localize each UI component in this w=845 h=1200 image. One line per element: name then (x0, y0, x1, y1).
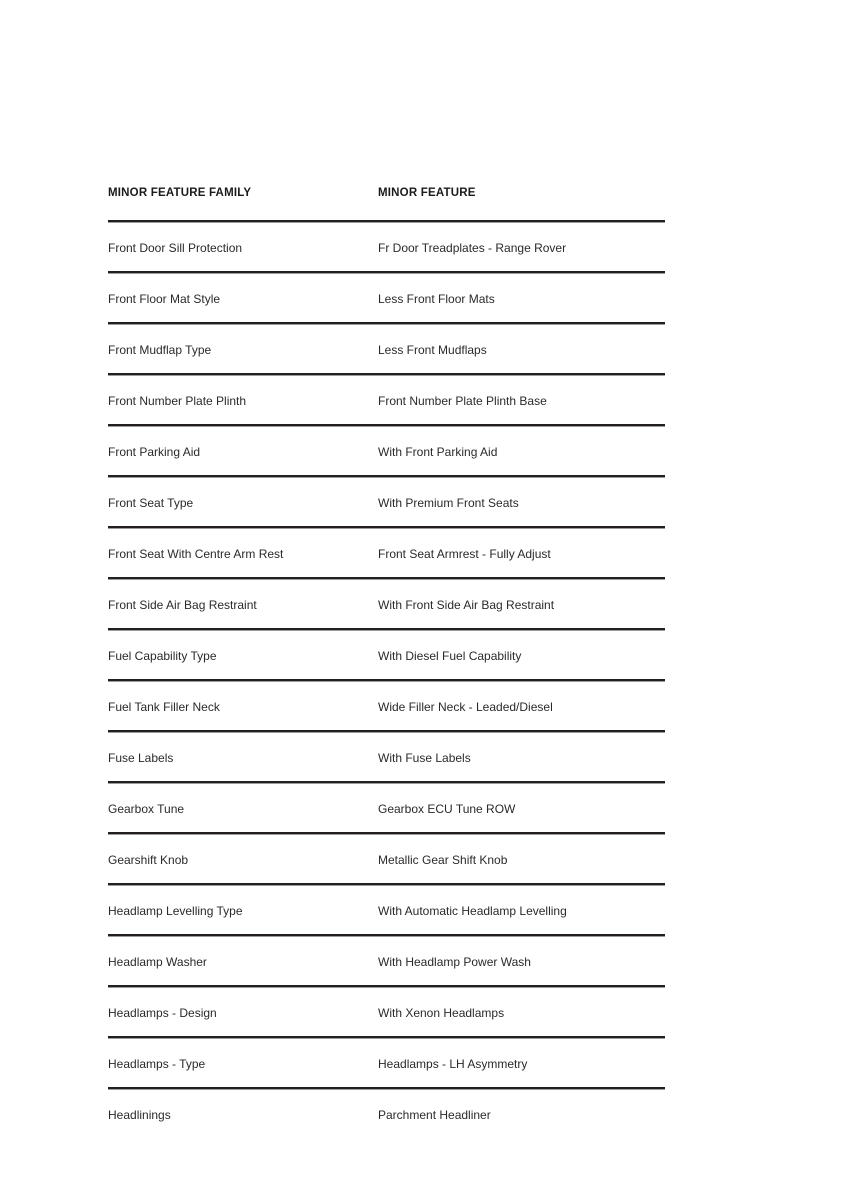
table-row (108, 377, 665, 424)
cell-minor-feature-family: Front Parking Aid (108, 445, 201, 459)
table-row (108, 887, 665, 934)
cell-minor-feature-family: Front Floor Mat Style (108, 292, 221, 306)
cell-minor-feature-family: Headlamps - Design (108, 1006, 217, 1020)
table-row (108, 530, 665, 577)
row-separator (108, 730, 665, 734)
cell-minor-feature-family: Front Mudflap Type (108, 343, 212, 357)
row-separator (108, 883, 665, 887)
cell-minor-feature-family: Front Seat Type (108, 496, 194, 510)
table-row (108, 581, 665, 628)
table-row (108, 632, 665, 679)
cell-minor-feature: With Premium Front Seats (378, 496, 519, 510)
row-separator (108, 271, 665, 275)
cell-minor-feature-family: Headlamps - Type (108, 1057, 206, 1071)
cell-minor-feature: With Front Parking Aid (378, 445, 498, 459)
table-row (108, 1040, 665, 1087)
row-separator (108, 577, 665, 581)
table-row (108, 938, 665, 985)
row-separator (108, 1087, 665, 1091)
cell-minor-feature: Less Front Mudflaps (378, 343, 487, 357)
table-row (108, 479, 665, 526)
column-header-minor-feature: MINOR FEATURE (378, 187, 476, 199)
cell-minor-feature: Fr Door Treadplates - Range Rover (378, 241, 567, 255)
row-separator (108, 526, 665, 530)
row-separator (108, 832, 665, 836)
table-row (108, 836, 665, 883)
table-row (108, 428, 665, 475)
cell-minor-feature-family: Gearshift Knob (108, 853, 189, 867)
cell-minor-feature-family: Headlinings (108, 1108, 171, 1122)
cell-minor-feature: Wide Filler Neck - Leaded/Diesel (378, 700, 553, 714)
table-row (108, 785, 665, 832)
cell-minor-feature: Headlamps - LH Asymmetry (378, 1057, 528, 1071)
cell-minor-feature: Parchment Headliner (378, 1108, 491, 1122)
cell-minor-feature: Less Front Floor Mats (378, 292, 495, 306)
cell-minor-feature: With Diesel Fuel Capability (378, 649, 522, 663)
cell-minor-feature-family: Gearbox Tune (108, 802, 185, 816)
row-separator (108, 373, 665, 377)
cell-minor-feature: Front Number Plate Plinth Base (378, 394, 547, 408)
cell-minor-feature: With Fuse Labels (378, 751, 471, 765)
row-separator (108, 781, 665, 785)
minor-feature-table (108, 186, 665, 1138)
cell-minor-feature-family: Front Door Sill Protection (108, 241, 243, 255)
table-body (108, 220, 665, 1138)
row-separator (108, 1036, 665, 1040)
row-separator (108, 475, 665, 479)
table-row (108, 326, 665, 373)
cell-minor-feature: With Xenon Headlamps (378, 1006, 505, 1020)
cell-minor-feature: Front Seat Armrest - Fully Adjust (378, 547, 551, 561)
cell-minor-feature-family: Fuse Labels (108, 751, 174, 765)
row-separator (108, 424, 665, 428)
cell-minor-feature: Gearbox ECU Tune ROW (378, 802, 516, 816)
table-row (108, 224, 665, 271)
table-row (108, 683, 665, 730)
cell-minor-feature: With Front Side Air Bag Restraint (378, 598, 555, 612)
row-separator (108, 679, 665, 683)
cell-minor-feature-family: Front Side Air Bag Restraint (108, 598, 257, 612)
cell-minor-feature-family: Fuel Capability Type (108, 649, 217, 663)
row-separator (108, 985, 665, 989)
row-separator (108, 322, 665, 326)
cell-minor-feature-family: Headlamp Washer (108, 955, 207, 969)
row-separator (108, 934, 665, 938)
column-header-minor-feature-family: MINOR FEATURE FAMILY (108, 187, 252, 199)
cell-minor-feature: Metallic Gear Shift Knob (378, 853, 508, 867)
cell-minor-feature-family: Headlamp Levelling Type (108, 904, 243, 918)
cell-minor-feature-family: Front Seat With Centre Arm Rest (108, 547, 284, 561)
table-row (108, 275, 665, 322)
table-row (108, 989, 665, 1036)
table-row (108, 734, 665, 781)
cell-minor-feature: With Headlamp Power Wash (378, 955, 531, 969)
table-header-row (108, 186, 665, 220)
cell-minor-feature-family: Front Number Plate Plinth (108, 394, 247, 408)
row-separator (108, 628, 665, 632)
table-row (108, 1091, 665, 1138)
row-separator (108, 220, 665, 224)
cell-minor-feature-family: Fuel Tank Filler Neck (108, 700, 220, 714)
cell-minor-feature: With Automatic Headlamp Levelling (378, 904, 567, 918)
